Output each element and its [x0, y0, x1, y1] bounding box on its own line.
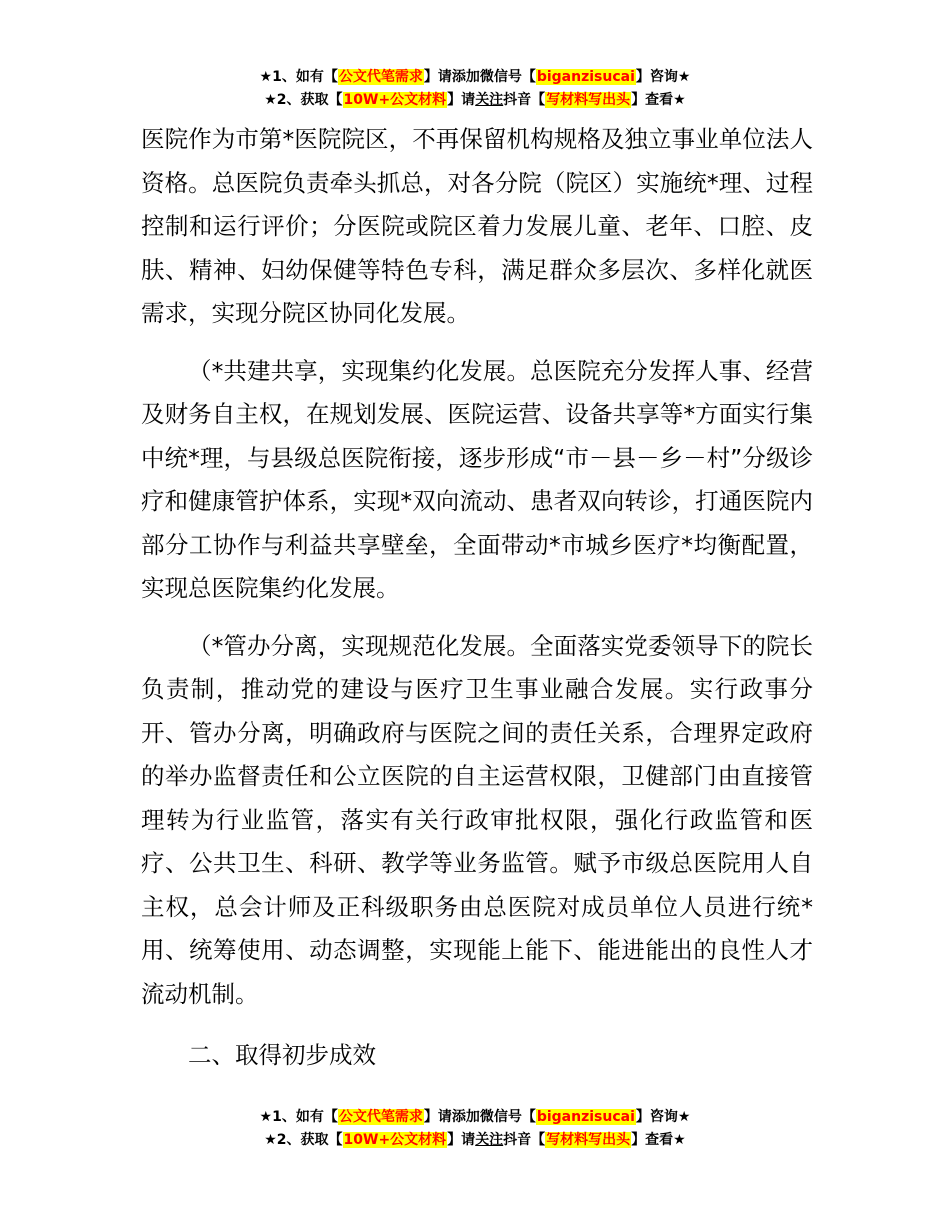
promo-text: ★1、如有【: [259, 69, 338, 85]
paragraph-shared-construction: （*共建共享，实现集约化发展。总医院充分发挥人事、经营及财务自主权，在规划发展、医院运营、设备共享等*方面实行集中统*理，与县级总医院衔接，逐步形成“市－县－乡－村”分级诊疗和健康管护体系，实现*双向流动、患者双向转诊，打通医院内部分工协作与利益共享壁垒，全面带动*市城乡医疗*均衡配置，实现总医院集约化发展。: [141, 356, 813, 602]
document-body: [141, 118, 813, 1078]
promo-highlight: 写材料写出头: [546, 1132, 631, 1148]
promo-text: 】咨询★: [635, 69, 691, 85]
promo-highlight: biganzisucai: [536, 1109, 635, 1125]
promo-highlight: 公文代笔需求: [338, 1109, 423, 1125]
promo-banner-top: [0, 66, 950, 112]
promo-highlight: 写材料写出头: [546, 92, 631, 108]
promo-line-1: [0, 66, 950, 89]
promo-text: 抖音【: [503, 1132, 546, 1148]
paragraph-continuation: 医院作为市第*医院院区，不再保留机构规格及独立事业单位法人资格。总医院负责牵头抓总，对各分院（院区）实施统*理、过程控制和运行评价；分医院或院区着力发展儿童、老年、口腔、皮肤、精神、妇幼保健等特色专科，满足群众多层次、多样化就医需求，实现分院区协同化发展。: [141, 125, 813, 327]
promo-banner-bottom: [0, 1106, 950, 1152]
promo-highlight: 10W+公文材料: [343, 92, 447, 108]
paragraph-management-separation: （*管办分离，实现规范化发展。全面落实党委领导下的院长负责制，推动党的建设与医疗卫生事业融合发展。实行政事分开、管办分离，明确政府与医院之间的责任关系，合理界定政府的举办监督责任和公立医院的自主运营权限，卫健部门由直接管理转为行业监管，落实有关行政审批权限，强化行政监管和医疗、公共卫生、科研、教学等业务监管。赋予市级总医院用人自主权，总会计师及正科级职务由总医院对成员单位人员进行统*用、统筹使用、动态调整，实现能上能下、能进能出的良性人才流动机制。: [141, 631, 813, 1008]
promo-highlight: biganzisucai: [536, 69, 635, 85]
promo-underline: 关注: [475, 1132, 504, 1148]
promo-line-1: [0, 1106, 950, 1129]
promo-text: ★2、获取【: [264, 1132, 343, 1148]
promo-text: 】查看★: [631, 92, 686, 108]
promo-text: 】请添加微信号【: [423, 69, 536, 85]
promo-text: 】请: [447, 1132, 476, 1148]
promo-line-2: [0, 89, 950, 112]
promo-text: ★1、如有【: [259, 1109, 338, 1125]
promo-text: 】请添加微信号【: [423, 1109, 536, 1125]
promo-text: 】咨询★: [635, 1109, 691, 1125]
promo-text: ★2、获取【: [264, 92, 343, 108]
promo-underline: 关注: [475, 92, 504, 108]
section-heading: 二、取得初步成效: [188, 1041, 376, 1069]
promo-text: 】请: [447, 92, 476, 108]
promo-highlight: 10W+公文材料: [343, 1132, 447, 1148]
promo-text: 】查看★: [631, 1132, 686, 1148]
promo-highlight: 公文代笔需求: [338, 69, 423, 85]
promo-line-2: [0, 1129, 950, 1152]
promo-text: 抖音【: [503, 92, 546, 108]
